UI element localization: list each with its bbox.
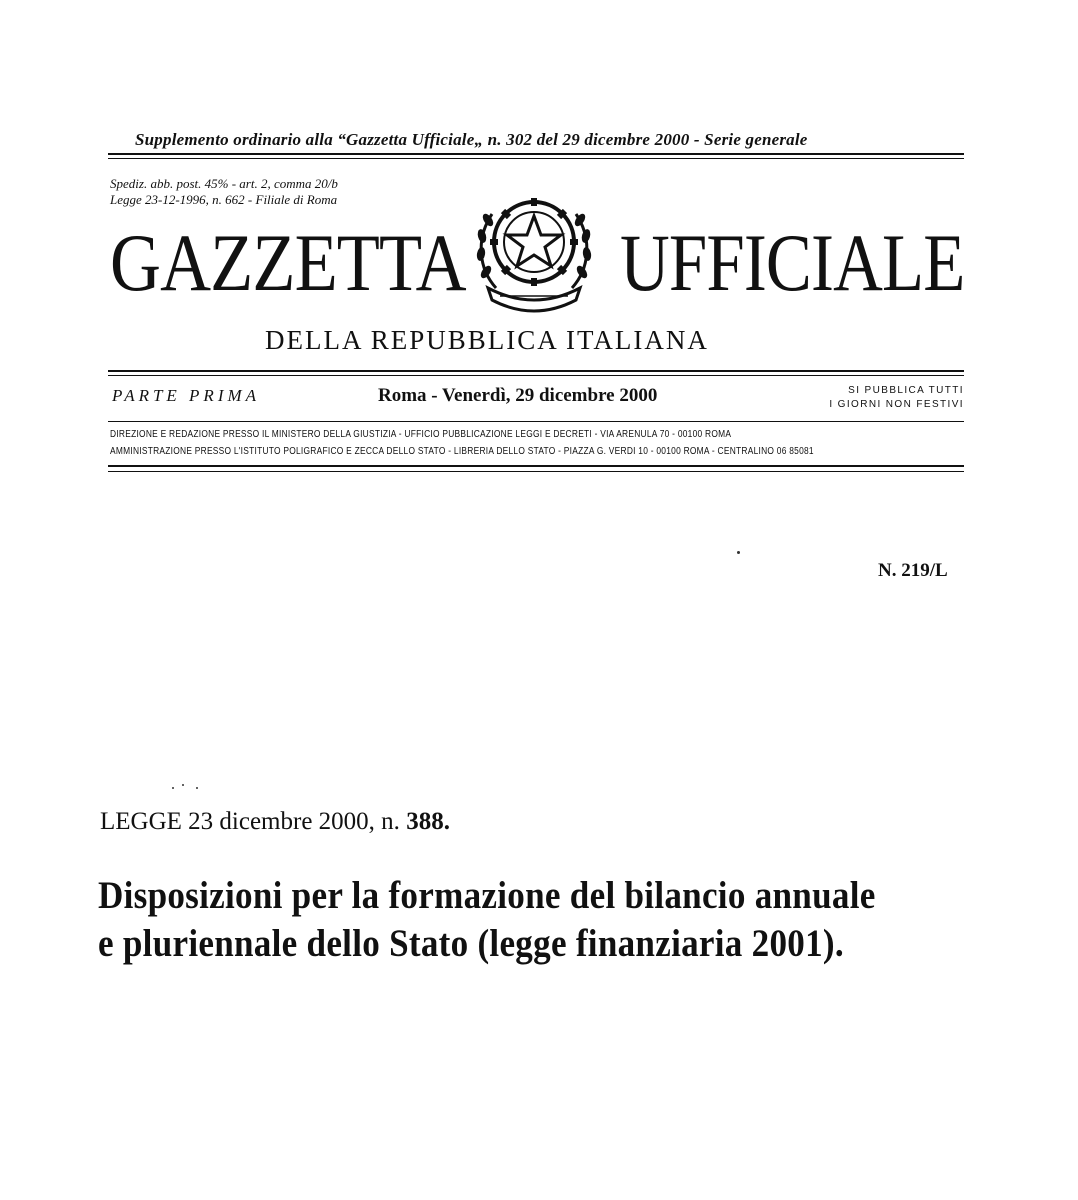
header-rule-thin	[108, 158, 964, 159]
part-label: PARTE PRIMA	[112, 386, 261, 405]
speck	[737, 551, 740, 554]
issue-date: Roma - Venerdì, 29 dicembre 2000	[378, 385, 658, 406]
postal-shipping-line-1: Spediz. abb. post. 45% - art. 2, comma 20/b	[110, 176, 338, 191]
issue-number: N. 219/L	[878, 560, 948, 581]
address-rule-top	[108, 421, 964, 422]
postal-shipping-line-2: Legge 23-12-1996, n. 662 - Filiale di Roma	[110, 192, 338, 207]
masthead-title-right: UFFICIALE	[620, 217, 965, 308]
editorial-address: DIREZIONE E REDAZIONE PRESSO IL MINISTERO DELLA GIUSTIZIA - UFFICIO PUBBLICAZIONE LEGGI E DECRETI - VIA ARENULA 70 - 00100 ROMA	[110, 429, 732, 440]
supplement-line: Supplemento ordinario alla “Gazzetta Ufficiale„ n. 302 del 29 dicembre 2000 - Serie generale	[135, 130, 808, 149]
publication-frequency-line-2: I GIORNI NON FESTIVI	[829, 399, 964, 410]
speck	[172, 787, 174, 789]
speck	[182, 784, 184, 786]
publication-frequency	[828, 384, 964, 412]
speck	[196, 787, 198, 789]
masthead-title-left: GAZZETTA	[110, 217, 466, 308]
law-reference	[100, 808, 450, 836]
law-number: 388.	[406, 808, 450, 835]
address-rule-bottom-thick	[108, 465, 964, 467]
address-rule-bottom-thin	[108, 471, 964, 472]
emblem-of-italy-icon	[466, 180, 602, 316]
masthead-subtitle: DELLA REPUBBLICA ITALIANA	[265, 325, 709, 355]
publication-frequency-line-1: SI PUBBLICA TUTTI	[848, 385, 964, 396]
header-rule-thick	[108, 153, 964, 155]
administration-address: AMMINISTRAZIONE PRESSO L'ISTITUTO POLIGRAFICO E ZECCA DELLO STATO - LIBRERIA DELLO STATO - PIAZZA G. VERDI 10 - 00100 ROMA - CENTRALINO 06 85081	[110, 446, 814, 457]
law-title: Disposizioni per la formazione del bilancio annuale e pluriennale dello Stato (legge finanziaria 2001).	[98, 874, 876, 965]
issue-rule-thin	[108, 375, 964, 376]
law-reference-prefix: LEGGE 23 dicembre 2000, n.	[100, 808, 400, 835]
postal-shipping-info	[110, 176, 338, 208]
issue-rule-thick	[108, 370, 964, 372]
